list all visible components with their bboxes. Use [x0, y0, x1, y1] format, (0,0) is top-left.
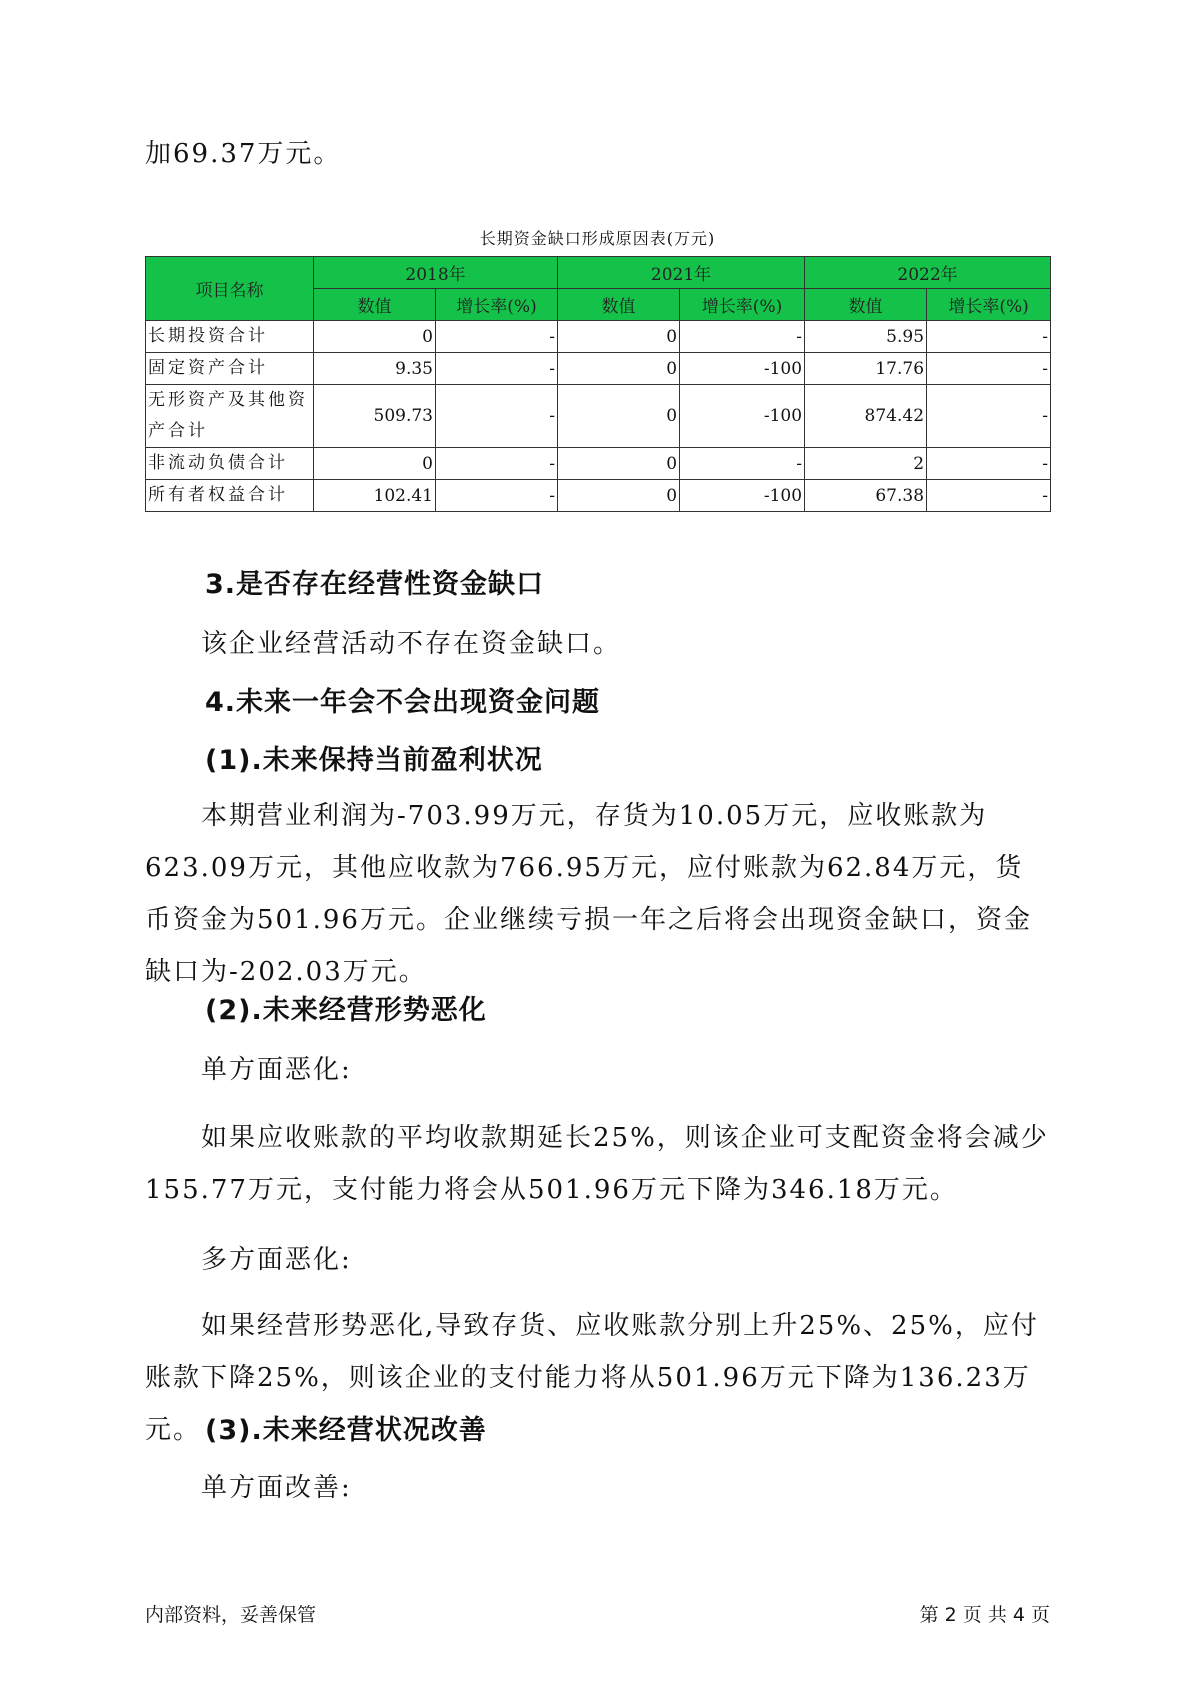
section4-title: 4.未来一年会不会出现资金问题 [205, 687, 601, 718]
cell: 0 [314, 321, 436, 353]
cell: 0 [558, 353, 680, 385]
table-row [146, 321, 1051, 353]
funding-gap-table [145, 256, 1051, 512]
header-rate: 增长率(%) [436, 289, 558, 321]
cell: 17.76 [805, 353, 927, 385]
row-name: 非流动负债合计 [146, 448, 314, 480]
section4-sub2-multi-text: 如果经营形势恶化,导致存货、应收账款分别上升25%、25%，应付账款下降25%，则该企业的支付能力将从501.96万元下降为136.23万元。 [145, 1311, 1039, 1445]
cell: - [927, 480, 1051, 512]
section4-sub2-single-text: 如果应收账款的平均收款期延长25%，则该企业可支配资金将会减少155.77万元，支付能力将会从501.96万元下降为346.18万元。 [145, 1123, 1049, 1205]
section4-sub1-title: (1).未来保持当前盈利状况 [205, 745, 543, 776]
table-row [146, 480, 1051, 512]
cell: -100 [680, 385, 805, 448]
table-row [146, 385, 1051, 448]
row-name: 无形资产及其他资产合计 [146, 385, 314, 448]
header-value: 数值 [314, 289, 436, 321]
section4-sub2-multi-label: 多方面恶化: [201, 1245, 352, 1275]
cell: - [436, 448, 558, 480]
table-caption: 长期资金缺口形成原因表(万元) [479, 229, 716, 248]
footer-confidential: 内部资料，妥善保管 [145, 1604, 317, 1626]
cell: - [927, 321, 1051, 353]
cell: 102.41 [314, 480, 436, 512]
section4-sub3-single-label: 单方面改善: [201, 1473, 352, 1503]
section4-sub1-text: 本期营业利润为-703.99万元，存货为10.05万元，应收账款为623.09万元，其他应收款为766.95万元，应付账款为62.84万元，货币资金为501.96万元。企业继续亏损一年之后将会出现资金缺口，资金缺口为-202.03万元。 [145, 801, 1032, 987]
header-year-2018: 2018年 [314, 257, 558, 289]
section4-sub2-single-label: 单方面恶化: [201, 1055, 352, 1085]
footer-page-number: 第 2 页 共 4 页 [919, 1604, 1050, 1626]
cell: 0 [558, 321, 680, 353]
header-year-2021: 2021年 [558, 257, 805, 289]
header-item-name: 项目名称 [146, 257, 314, 321]
section3-title: 3.是否存在经营性资金缺口 [205, 569, 545, 600]
cell: 5.95 [805, 321, 927, 353]
table-row [146, 448, 1051, 480]
cell: - [680, 448, 805, 480]
section3-text: 该企业经营活动不存在资金缺口。 [201, 629, 622, 659]
row-name: 所有者权益合计 [146, 480, 314, 512]
header-year-2022: 2022年 [805, 257, 1051, 289]
row-name: 固定资产合计 [146, 353, 314, 385]
table-row [146, 353, 1051, 385]
cell: 0 [558, 448, 680, 480]
cell: 0 [558, 480, 680, 512]
row-name: 长期投资合计 [146, 321, 314, 353]
cell: -100 [680, 480, 805, 512]
cell: 0 [314, 448, 436, 480]
header-value: 数值 [558, 289, 680, 321]
cell: - [436, 353, 558, 385]
cell: - [927, 448, 1051, 480]
section4-sub3-title: (3).未来经营状况改善 [205, 1415, 487, 1446]
cell: 9.35 [314, 353, 436, 385]
cell: 874.42 [805, 385, 927, 448]
cell: - [927, 353, 1051, 385]
cell: 509.73 [314, 385, 436, 448]
cell: - [436, 385, 558, 448]
header-rate: 增长率(%) [680, 289, 805, 321]
intro-line: 加69.37万元。 [145, 139, 342, 169]
cell: 67.38 [805, 480, 927, 512]
cell: 0 [558, 385, 680, 448]
section4-sub2-title: (2).未来经营形势恶化 [205, 995, 487, 1026]
cell: - [680, 321, 805, 353]
cell: 2 [805, 448, 927, 480]
header-value: 数值 [805, 289, 927, 321]
cell: -100 [680, 353, 805, 385]
cell: - [436, 321, 558, 353]
cell: - [927, 385, 1051, 448]
header-rate: 增长率(%) [927, 289, 1051, 321]
cell: - [436, 480, 558, 512]
